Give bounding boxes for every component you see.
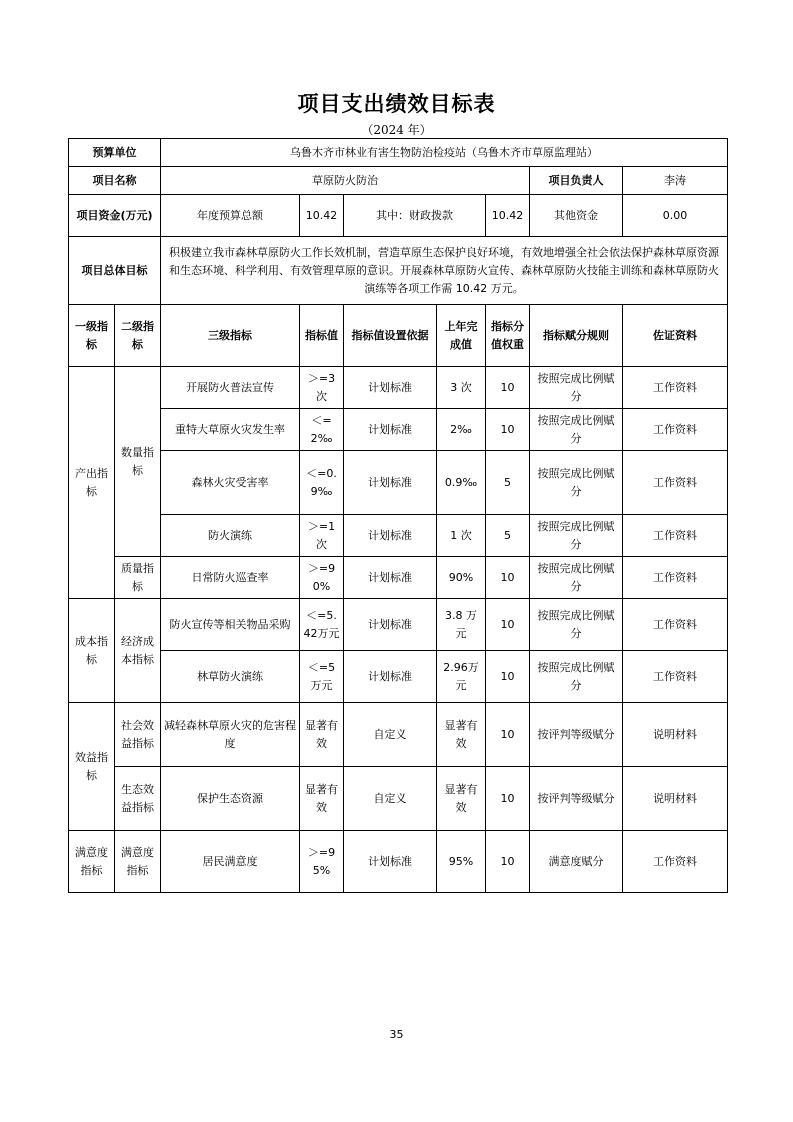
indicator-last-year: 95%	[437, 831, 486, 893]
indicator-value: ＞=1次	[300, 515, 344, 557]
indicator-evidence: 工作资料	[623, 557, 728, 599]
table-row	[69, 515, 728, 557]
indicator-value: ＜=0.9‰	[300, 451, 344, 515]
indicator-last-year: 1 次	[437, 515, 486, 557]
annual-total-label: 年度预算总额	[161, 195, 300, 237]
indicator-basis: 自定义	[344, 767, 437, 831]
table-row	[69, 557, 728, 599]
level2-cell: 生态效益指标	[115, 767, 161, 831]
annual-total-value: 10.42	[300, 195, 344, 237]
indicator-basis: 计划标准	[344, 515, 437, 557]
table-row	[69, 767, 728, 831]
header-weight: 指标分值权重	[486, 305, 530, 367]
indicator-rule: 按照完成比例赋分	[530, 451, 623, 515]
indicator-name: 林草防火演练	[161, 651, 300, 703]
indicator-last-year: 2.96万元	[437, 651, 486, 703]
indicator-value: ＞=95%	[300, 831, 344, 893]
indicator-name: 防火演练	[161, 515, 300, 557]
level2-cell: 满意度指标	[115, 831, 161, 893]
goal-label: 项目总体目标	[69, 237, 161, 305]
other-funds-value: 0.00	[623, 195, 728, 237]
indicator-evidence: 工作资料	[623, 831, 728, 893]
project-name-label: 项目名称	[69, 167, 161, 195]
indicator-evidence: 说明材料	[623, 703, 728, 767]
indicator-rule: 按照完成比例赋分	[530, 599, 623, 651]
level1-cell: 成本指标	[69, 599, 115, 703]
indicator-weight: 10	[486, 557, 530, 599]
indicator-name: 森林火灾受害率	[161, 451, 300, 515]
indicator-name: 重特大草原火灾发生率	[161, 409, 300, 451]
indicator-name: 开展防火普法宣传	[161, 367, 300, 409]
indicator-basis: 计划标准	[344, 451, 437, 515]
header-evidence: 佐证资料	[623, 305, 728, 367]
indicator-value: ＜=5万元	[300, 651, 344, 703]
indicator-basis: 计划标准	[344, 599, 437, 651]
indicator-last-year: 3.8 万元	[437, 599, 486, 651]
page-number: 35	[389, 1028, 404, 1041]
indicator-last-year: 90%	[437, 557, 486, 599]
indicator-basis: 计划标准	[344, 651, 437, 703]
fiscal-label: 其中：财政拨款	[344, 195, 486, 237]
header-level1: 一级指标	[69, 305, 115, 367]
indicator-rule: 按评判等级赋分	[530, 767, 623, 831]
header-value: 指标值	[300, 305, 344, 367]
indicator-name: 保护生态资源	[161, 767, 300, 831]
indicator-rule: 按照完成比例赋分	[530, 409, 623, 451]
indicator-value: ＜=2‰	[300, 409, 344, 451]
indicator-weight: 10	[486, 651, 530, 703]
indicator-evidence: 工作资料	[623, 409, 728, 451]
indicator-weight: 10	[486, 767, 530, 831]
level1-cell: 产出指标	[69, 367, 115, 599]
indicator-basis: 计划标准	[344, 831, 437, 893]
indicator-basis: 自定义	[344, 703, 437, 767]
level1-cell: 满意度指标	[69, 831, 115, 893]
table-row	[69, 451, 728, 515]
indicator-evidence: 说明材料	[623, 767, 728, 831]
performance-table	[68, 138, 728, 893]
table-row	[69, 599, 728, 651]
other-funds-label: 其他资金	[530, 195, 623, 237]
indicator-weight: 10	[486, 831, 530, 893]
budget-unit-label: 预算单位	[69, 139, 161, 167]
table-row	[69, 409, 728, 451]
indicator-value: 显著有效	[300, 767, 344, 831]
indicator-basis: 计划标准	[344, 367, 437, 409]
indicator-evidence: 工作资料	[623, 599, 728, 651]
indicator-name: 日常防火巡查率	[161, 557, 300, 599]
indicator-value: ＜=5.42万元	[300, 599, 344, 651]
indicator-evidence: 工作资料	[623, 367, 728, 409]
indicator-weight: 10	[486, 409, 530, 451]
level1-cell: 效益指标	[69, 703, 115, 831]
indicator-weight: 10	[486, 599, 530, 651]
project-leader-value: 李涛	[623, 167, 728, 195]
indicator-last-year: 显著有效	[437, 703, 486, 767]
indicator-last-year: 3 次	[437, 367, 486, 409]
budget-unit-value: 乌鲁木齐市林业有害生物防治检疫站（乌鲁木齐市草原监理站）	[161, 139, 728, 167]
header-rule: 指标赋分规则	[530, 305, 623, 367]
indicator-rule: 按照完成比例赋分	[530, 367, 623, 409]
indicator-rule: 按照完成比例赋分	[530, 651, 623, 703]
indicator-basis: 计划标准	[344, 409, 437, 451]
table-row	[69, 367, 728, 409]
header-basis: 指标值设置依据	[344, 305, 437, 367]
project-leader-label: 项目负责人	[530, 167, 623, 195]
level2-cell: 质量指标	[115, 557, 161, 599]
indicator-value: ＞=3次	[300, 367, 344, 409]
indicator-name: 防火宣传等相关物品采购	[161, 599, 300, 651]
indicator-rule: 按评判等级赋分	[530, 703, 623, 767]
table-row	[69, 831, 728, 893]
header-level3: 三级指标	[161, 305, 300, 367]
goal-text: 积极建立我市森林草原防火工作长效机制，营造草原生态保护良好环境，有效地增强全社会依法保护森林草原资源和生态环境、科学利用、有效管理草原的意识。开展森林草原防火宣传、森林草原防火技能主训练和森林草原防火演练等各项工作需 10.42 万元。	[161, 237, 728, 305]
funds-label: 项目资金(万元)	[69, 195, 161, 237]
indicator-name: 减轻森林草原火灾的危害程度	[161, 703, 300, 767]
indicator-rule: 按照完成比例赋分	[530, 515, 623, 557]
indicator-last-year: 显著有效	[437, 767, 486, 831]
indicator-evidence: 工作资料	[623, 651, 728, 703]
indicator-basis: 计划标准	[344, 557, 437, 599]
indicator-evidence: 工作资料	[623, 515, 728, 557]
indicator-name: 居民满意度	[161, 831, 300, 893]
indicator-rule: 按照完成比例赋分	[530, 557, 623, 599]
level2-cell: 数量指标	[115, 367, 161, 557]
level2-cell: 经济成本指标	[115, 599, 161, 703]
indicator-weight: 5	[486, 451, 530, 515]
indicator-last-year: 0.9‰	[437, 451, 486, 515]
indicator-weight: 5	[486, 515, 530, 557]
fiscal-value: 10.42	[486, 195, 530, 237]
table-row	[69, 651, 728, 703]
table-row	[69, 703, 728, 767]
header-last-year: 上年完成值	[437, 305, 486, 367]
level2-cell: 社会效益指标	[115, 703, 161, 767]
indicator-value: ＞=90%	[300, 557, 344, 599]
page-title: 项目支出绩效目标表	[297, 92, 496, 116]
indicator-weight: 10	[486, 367, 530, 409]
project-name-value: 草原防火防治	[161, 167, 530, 195]
year-label: （2024 年）	[361, 123, 432, 137]
indicator-evidence: 工作资料	[623, 451, 728, 515]
header-level2: 二级指标	[115, 305, 161, 367]
indicator-weight: 10	[486, 703, 530, 767]
indicator-last-year: 2‰	[437, 409, 486, 451]
indicator-value: 显著有效	[300, 703, 344, 767]
indicator-rule: 满意度赋分	[530, 831, 623, 893]
